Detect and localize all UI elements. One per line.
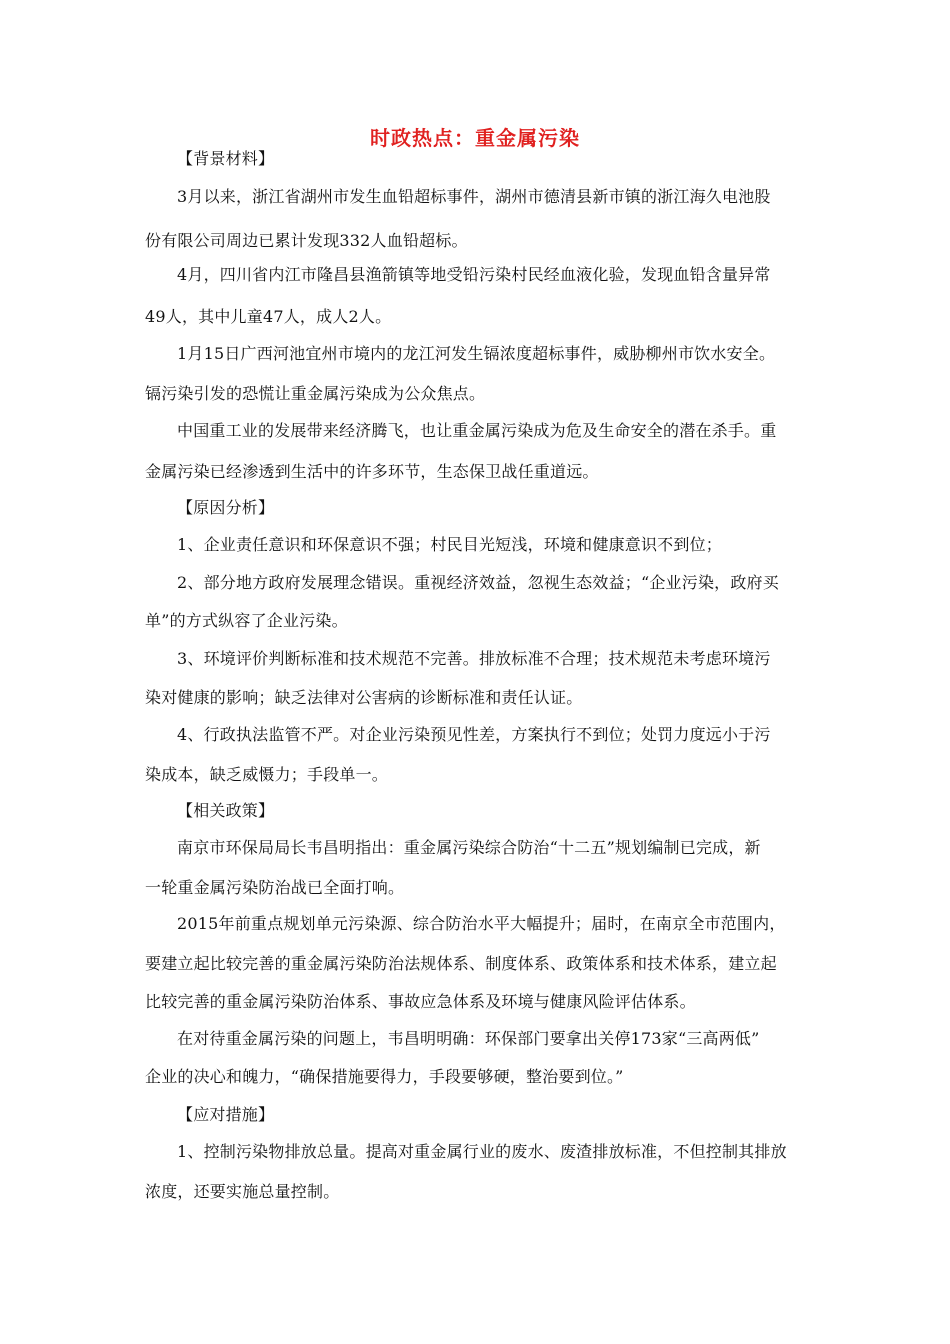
paragraph-line: 染成本，缺乏威慑力；手段单一。	[145, 765, 389, 784]
paragraph-line: 染对健康的影响；缺乏法律对公害病的诊断标准和责任认证。	[145, 688, 583, 707]
section-heading-policy: 【相关政策】	[177, 801, 275, 820]
paragraph-line: 1、企业责任意识和环保意识不强；村民目光短浅，环境和健康意识不到位；	[177, 535, 722, 554]
paragraph-line: 1、控制污染物排放总量。提高对重金属行业的废水、废渣排放标准，不但控制其排放	[177, 1142, 787, 1161]
section-heading-cause: 【原因分析】	[177, 498, 275, 517]
document-title: 时政热点：重金属污染	[370, 126, 580, 150]
section-heading-background: 【背景材料】	[177, 149, 275, 168]
paragraph-line: 浓度，还要实施总量控制。	[145, 1182, 340, 1201]
paragraph-line: 在对待重金属污染的问题上，韦昌明明确：环保部门要拿出关停173家“三高两低”	[177, 1029, 760, 1048]
paragraph-line: 4、行政执法监管不严。对企业污染预见性差，方案执行不到位；处罚力度远小于污	[177, 725, 771, 744]
section-heading-measures: 【应对措施】	[177, 1105, 275, 1124]
paragraph-line: 2、部分地方政府发展理念错误。重视经济效益，忽视生态效益；“企业污染，政府买	[177, 573, 779, 592]
paragraph-line: 1月15日广西河池宜州市境内的龙江河发生镉浓度超标事件，威胁柳州市饮水安全。	[177, 344, 776, 363]
paragraph-line: 49人，其中儿童47人，成人2人。	[145, 307, 392, 326]
paragraph-line: 南京市环保局局长韦昌明指出：重金属污染综合防治“十二五”规划编制已完成，新	[177, 838, 761, 857]
paragraph-line: 企业的决心和魄力，“确保措施要得力，手段要够硬，整治要到位。”	[145, 1067, 624, 1086]
paragraph-line: 中国重工业的发展带来经济腾飞，也让重金属污染成为危及生命安全的潜在杀手。重	[177, 421, 777, 440]
paragraph-line: 要建立起比较完善的重金属污染防治法规体系、制度体系、政策体系和技术体系，建立起	[145, 954, 777, 973]
paragraph-line: 金属污染已经渗透到生活中的许多环节，生态保卫战任重道远。	[145, 462, 599, 481]
paragraph-line: 4月，四川省内江市隆昌县渔箭镇等地受铅污染村民经血液化验，发现血铅含量异常	[177, 265, 771, 284]
paragraph-line: 镉污染引发的恐慌让重金属污染成为公众焦点。	[145, 384, 486, 403]
paragraph-line: 单”的方式纵容了企业污染。	[145, 611, 348, 630]
paragraph-line: 份有限公司周边已累计发现332人血铅超标。	[145, 231, 468, 250]
paragraph-line: 2015年前重点规划单元污染源、综合防治水平大幅提升；届时，在南京全市范围内，	[177, 914, 786, 933]
paragraph-line: 3、环境评价判断标准和技术规范不完善。排放标准不合理；技术规范未考虑环境污	[177, 649, 771, 668]
paragraph-line: 比较完善的重金属污染防治体系、事故应急体系及环境与健康风险评估体系。	[145, 992, 696, 1011]
paragraph-line: 一轮重金属污染防治战已全面打响。	[145, 878, 405, 897]
paragraph-line: 3月以来，浙江省湖州市发生血铅超标事件，湖州市德清县新市镇的浙江海久电池股	[177, 187, 771, 206]
